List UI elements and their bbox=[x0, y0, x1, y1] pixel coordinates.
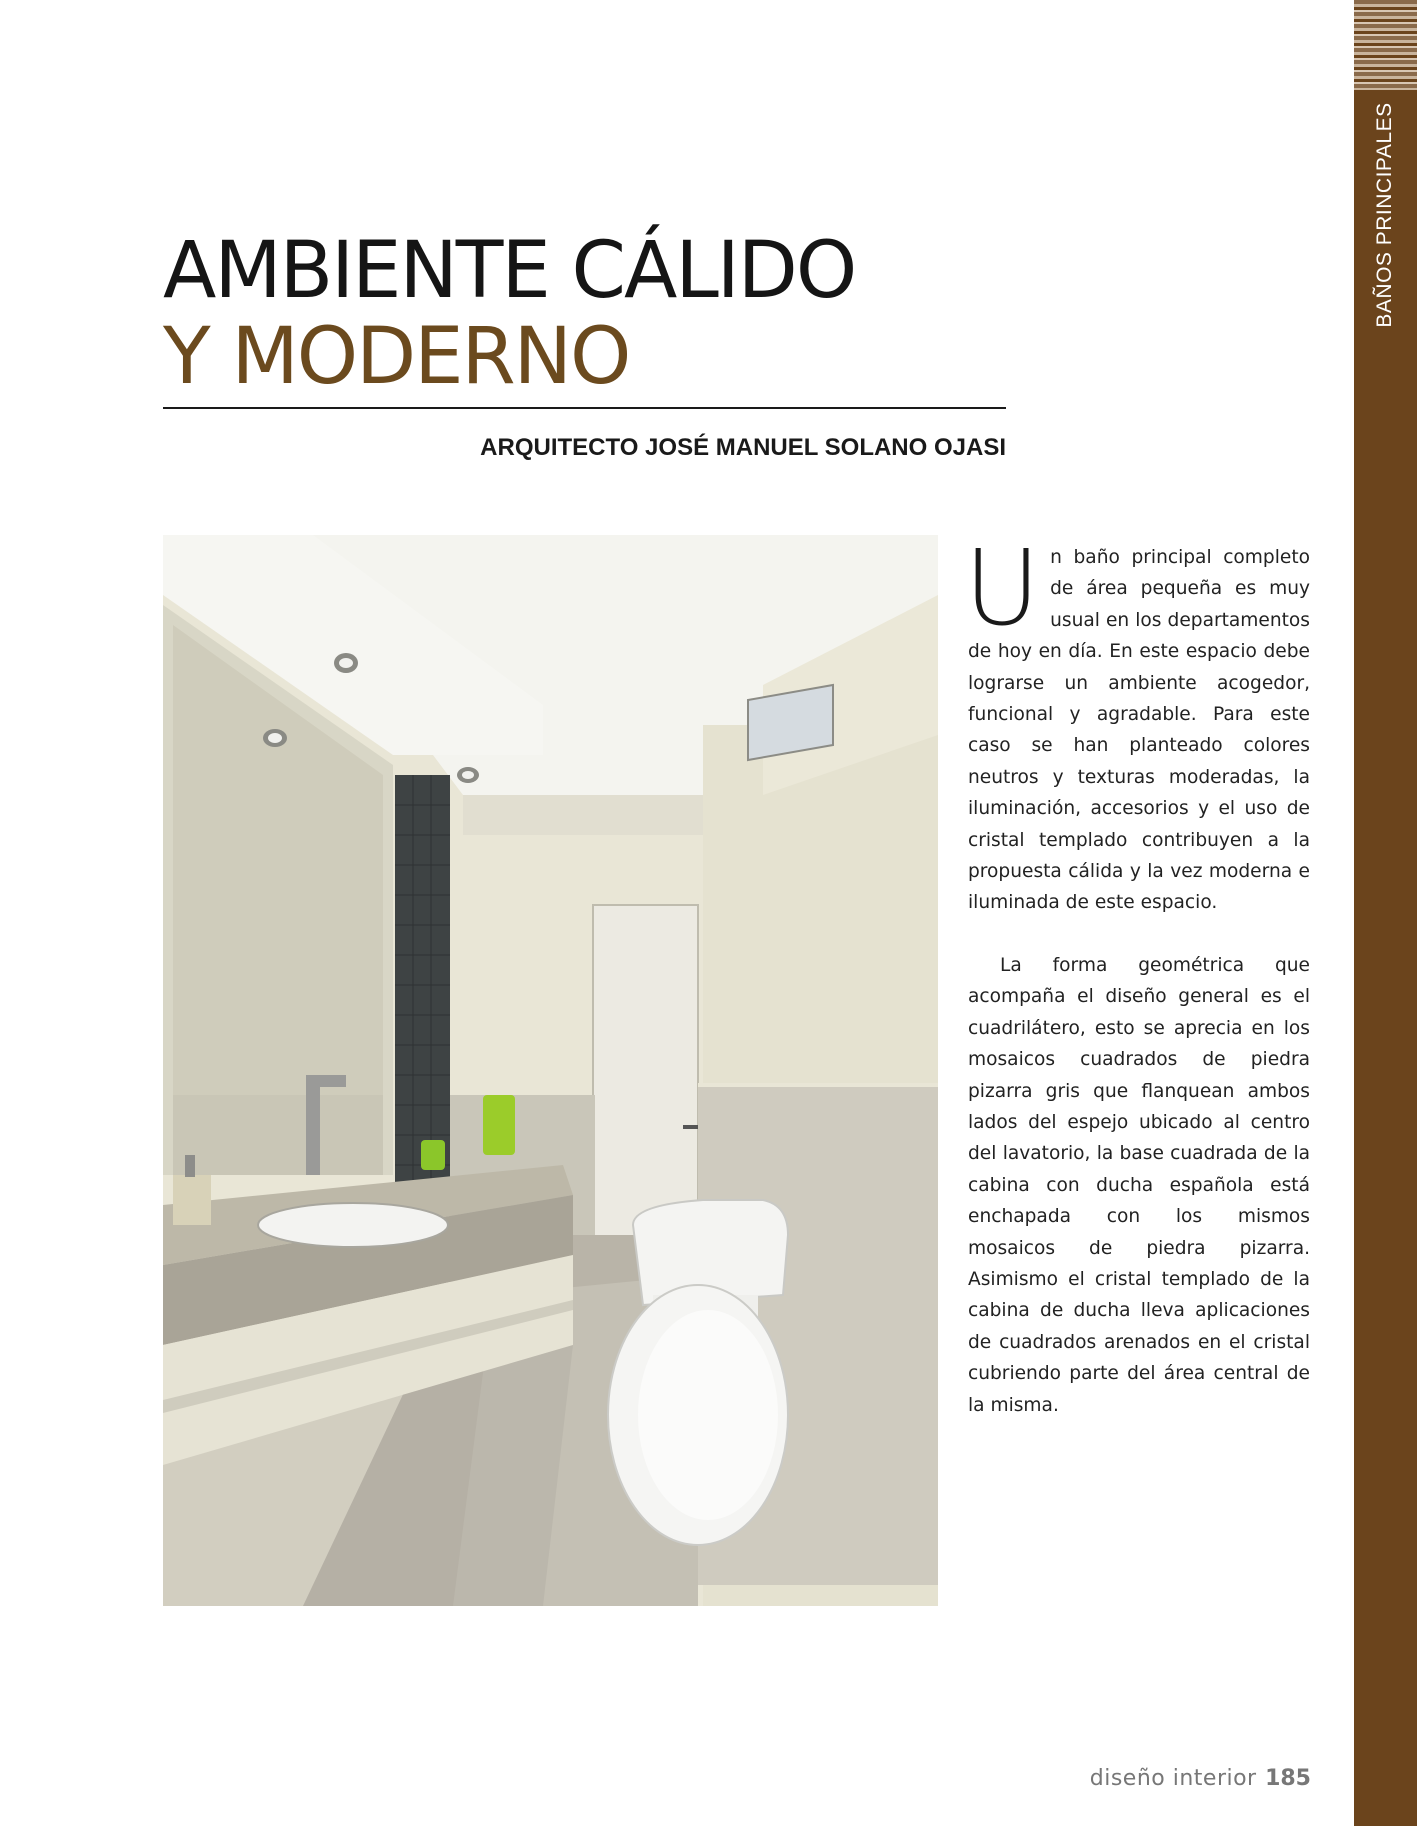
section-side-tab bbox=[1354, 0, 1417, 1826]
author-credit: ARQUITECTO JOSÉ MANUEL SOLANO OJASI bbox=[480, 434, 1006, 461]
title-line-2: Y MODERNO bbox=[163, 312, 630, 402]
article-body bbox=[964, 527, 1310, 1421]
bathroom-photo bbox=[163, 535, 938, 1606]
magazine-name: diseño interior bbox=[1089, 1766, 1257, 1791]
title-divider bbox=[163, 407, 1006, 409]
title-line-1: AMBIENTE CÁLIDO bbox=[163, 226, 856, 316]
page-number: 185 bbox=[1265, 1766, 1311, 1791]
drop-cap: U bbox=[964, 527, 1041, 649]
paragraph-2: La forma geométrica que acompaña el diseño general es el cuadrilátero, esto se aprecia en los mosaicos cuadrados de piedra pizarra gris que flanquean ambos lados del espejo ubicado al centro del lavatorio, la base cuadrada de la cabina con ducha española está enchapada con los mismos mosaicos de piedra pizarra. Asimismo el cristal templado de la cabina de ducha lleva aplicaciones de cuadrados arenados en el cristal cubriendo parte del área central de la misma. bbox=[968, 954, 1310, 1416]
article-title bbox=[163, 228, 1023, 400]
section-label: BAÑOS PRINCIPALES bbox=[1373, 102, 1396, 328]
side-tab-stripes bbox=[1354, 0, 1417, 90]
paragraph-1 bbox=[964, 527, 1310, 919]
page-footer bbox=[1090, 1766, 1311, 1791]
paragraph-1-text: n baño principal completo de área pequeña es muy usual en los departamentos de hoy en día. En este espacio debe lograrse un ambiente acogedor, funcional y agradable. Para este caso se han planteado colores neutros y texturas moderadas, la iluminación, accesorios y el uso de cristal templado contribuyen a la propuesta cálida y la vez moderna e iluminada de este espacio. bbox=[968, 547, 1310, 914]
